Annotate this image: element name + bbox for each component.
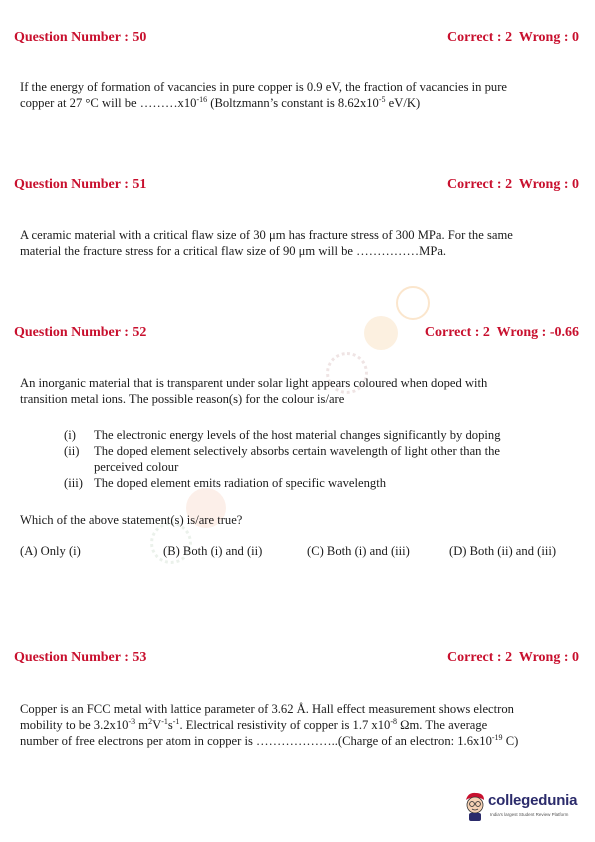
question-text-52 xyxy=(20,375,579,407)
question-number-label: Question Number : 52 xyxy=(14,325,147,340)
score-label: Correct : 2 Wrong : 0 xyxy=(447,30,579,45)
question-prompt-52: Which of the above statement(s) is/are true? xyxy=(20,513,243,527)
statement-item: (iii) The doped element emits radiation of specific wavelength xyxy=(64,476,386,490)
score-label: Correct : 2 Wrong : 0 xyxy=(447,650,579,665)
question-number-label: Question Number : 50 xyxy=(14,30,147,45)
question-number-label: Question Number : 51 xyxy=(14,177,147,192)
text-line: mobility to be $3.2x10^{-3}$ $m^2V^{-1}s^{-1}$. Electrical resistivity of copper is 1.7 $x10^{-8}$ Ωm. The average xyxy=(20,716,488,732)
question-text-53 xyxy=(20,701,579,749)
choice-a: (A) Only (i) xyxy=(20,544,81,558)
question-header-50 xyxy=(14,30,579,46)
question-header-52 xyxy=(14,325,579,341)
statement-item: (ii) The doped element selectively absorbs certain wavelength of light other than the perceived colour xyxy=(64,444,501,474)
question-text-50 xyxy=(20,79,579,111)
question-text-51 xyxy=(20,227,579,259)
text-line: copper at 27 °C will be $\dots\dots\dots x10^{-16}$ (Boltzmann’s constant is $8.62x10^{-5}$ eV/K) xyxy=(20,94,421,110)
text-line: An inorganic material that is transparent under solar light appears coloured when doped with xyxy=(20,376,488,390)
text-line: A ceramic material with a critical flaw size of 30 μm has fracture stress of 300 MPa. For the same xyxy=(20,228,513,242)
choice-b: (B) Both (i) and (ii) xyxy=(163,544,263,558)
watermark-badge xyxy=(396,286,430,320)
logo-tagline: India's largest Student Review Platform xyxy=(490,812,569,817)
score-label: Correct : 2 Wrong : -0.66 xyxy=(424,325,579,340)
question-number-label: Question Number : 53 xyxy=(14,650,147,665)
statement-list xyxy=(64,427,579,491)
text-line: transition metal ions. The possible reason(s) for the colour is/are xyxy=(20,392,345,406)
text-line: Copper is an FCC metal with lattice parameter of 3.62 Å. Hall effect measurement shows electron xyxy=(20,702,514,716)
statement-item: (i) The electronic energy levels of the host material changes significantly by doping xyxy=(64,428,501,442)
text-line: If the energy of formation of vacancies in pure copper is 0.9 eV, the fraction of vacancies in pure xyxy=(20,80,508,94)
choice-c: (C) Both (i) and (iii) xyxy=(307,544,410,558)
collegedunia-logo xyxy=(462,788,584,828)
choice-d: (D) Both (ii) and (iii) xyxy=(449,544,557,558)
mascot-icon xyxy=(462,790,488,822)
score-label: Correct : 2 Wrong : 0 xyxy=(447,177,579,192)
question-header-51 xyxy=(14,177,579,193)
text-line: material the fracture stress for a critical flaw size of 90 μm will be ……………MPa. xyxy=(20,244,447,258)
text-line: number of free electrons per atom in copper is ………………..(Charge of an electron: $1.6x10^{-19}$ C) xyxy=(20,732,519,748)
question-header-53 xyxy=(14,650,579,666)
logo-wordmark: collegedunia xyxy=(488,792,578,809)
